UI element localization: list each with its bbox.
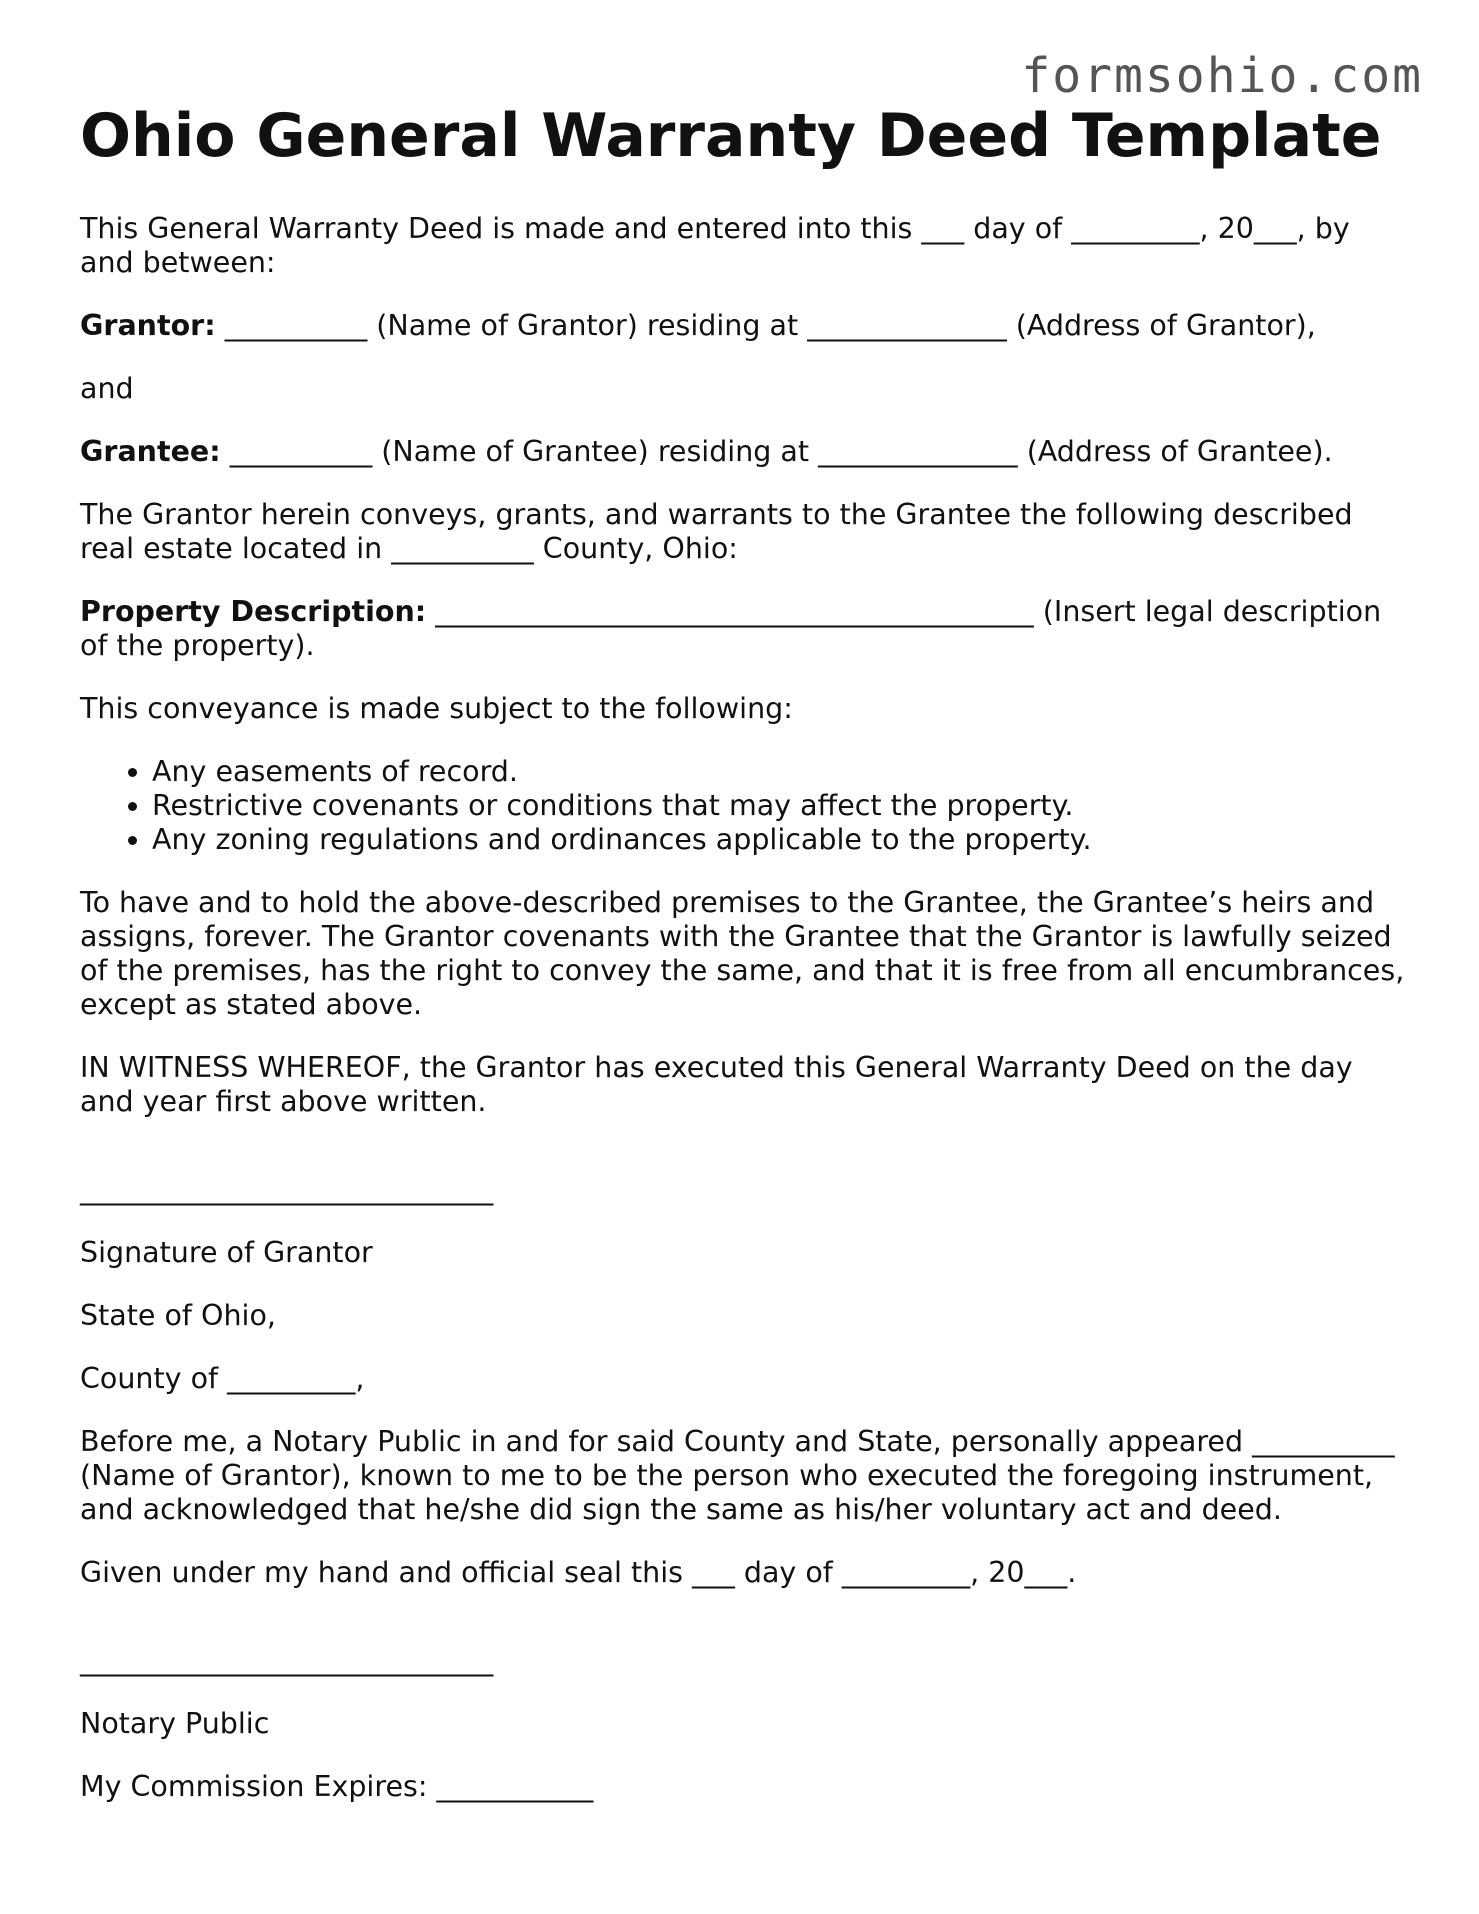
habendum-paragraph: To have and to hold the above-described premises to the Grantee, the Grantee’s heirs and assigns, forever. The Grantor covenants with the Grantee that the Grantor is lawfully seized of the premises, has the right to convey the same, and that it is free from all encumbrances, except as stated above. [80, 886, 1405, 1021]
subject-intro: This conveyance is made subject to the following: [80, 692, 793, 725]
intro-paragraph: This General Warranty Deed is made and entered into this ___ day of _________, 20___, by and between: [80, 212, 1350, 279]
property-label: Property Description: [80, 595, 427, 628]
county-line: County of _________, [80, 1362, 365, 1395]
list-item: • Restrictive covenants or conditions that may affect the property. [152, 789, 1410, 823]
notary-statement: Before me, a Notary Public in and for said County and State, personally appeared __________ (Name of Grantor), known to me to be the person who executed the foregoing instrument, and acknowledged that he/she did sign the same as his/her voluntary act and deed. [80, 1425, 1395, 1526]
grantor-signature-line: _____________________________ [80, 1173, 494, 1206]
document-title: Ohio General Warranty Deed Template [80, 101, 1382, 171]
grantor-text: __________ (Name of Grantor) residing at ______________ (Address of Grantor), [224, 309, 1316, 342]
notary-label: Notary Public [80, 1707, 270, 1740]
list-item: • Any zoning regulations and ordinances applicable to the property. [152, 823, 1410, 857]
given-line: Given under my hand and official seal this ___ day of _________, 20___. [80, 1556, 1077, 1589]
site-watermark: formsohio.com [1021, 48, 1423, 104]
witness-paragraph: IN WITNESS WHEREOF, the Grantor has executed this General Warranty Deed on the day and year first above written. [80, 1051, 1353, 1118]
grantee-label: Grantee: [80, 435, 221, 468]
subject-list [80, 755, 1410, 857]
grantor-label: Grantor: [80, 309, 216, 342]
deed-document [80, 100, 1410, 1833]
notary-signature-line: _____________________________ [80, 1644, 494, 1677]
state-line: State of Ohio, [80, 1299, 276, 1332]
property-description [80, 595, 1410, 663]
grantor-line [80, 309, 1410, 343]
conveyance-paragraph: The Grantor herein conveys, grants, and warrants to the Grantee the following described real estate located in __________ County, Ohio: [80, 498, 1353, 565]
grantor-signature-label: Signature of Grantor [80, 1236, 373, 1269]
list-item: • Any easements of record. [152, 755, 1410, 789]
grantee-line [80, 435, 1410, 469]
grantee-text: __________ (Name of Grantee) residing at ______________ (Address of Grantee). [229, 435, 1333, 468]
commission-line: My Commission Expires: ___________ [80, 1770, 594, 1803]
property-text: __________________________________________ (Insert legal description of the property). [80, 595, 1382, 662]
and-connector: and [80, 372, 134, 405]
